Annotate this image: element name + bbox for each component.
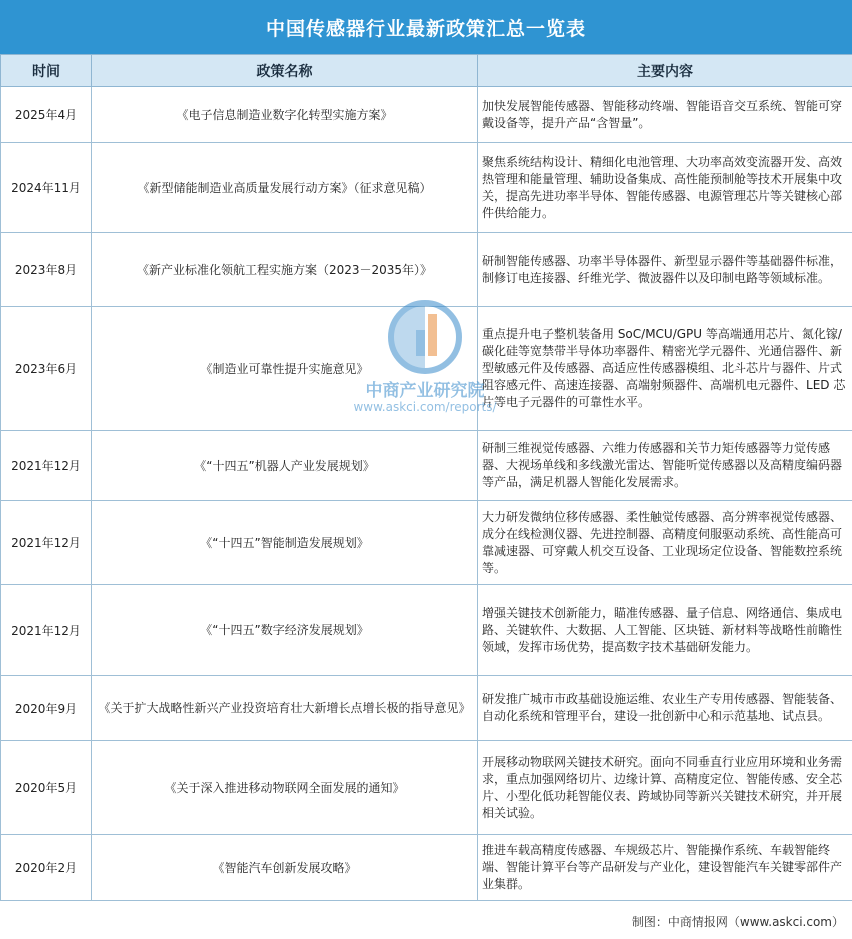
row-content: 大力研发微纳位移传感器、柔性触觉传感器、高分辨率视觉传感器、成分在线检测仪器、先进控制器、高精度伺服驱动系统、高性能高可靠减速器、可穿戴人机交互设备、工业现场定位设备、智能数控系统等。 (478, 501, 852, 585)
row-date: 2021年12月 (1, 501, 92, 585)
row-content: 重点提升电子整机装备用 SoC/MCU/GPU 等高端通用芯片、氮化镓/碳化硅等宽禁带半导体功率器件、精密光学元器件、光通信器件、新型敏感元件及传感器、高适应性传感器模组、北斗芯片与器件、片式阻容感元件、高速连接器、高端射频器件、高端机电元器件、LED 芯片等电子元器件的可靠性水平。 (478, 307, 852, 431)
table-row (1, 741, 852, 835)
row-date: 2023年6月 (1, 307, 92, 431)
row-content: 研发推广城市市政基础设施运维、农业生产专用传感器、智能装备、自动化系统和管理平台，建设一批创新中心和示范基地、试点县。 (478, 676, 852, 741)
watermark-name: 中商产业研究院 (365, 381, 485, 401)
source-footer: 制图：中商情报网（www.askci.com） (631, 915, 844, 929)
table-row (1, 501, 852, 585)
row-policy-name: 《“十四五”机器人产业发展规划》 (92, 431, 478, 501)
row-date: 2021年12月 (1, 585, 92, 676)
row-date: 2025年4月 (1, 87, 92, 143)
table-row (1, 585, 852, 676)
row-content: 研制智能传感器、功率半导体器件、新型显示器件等基础器件标准，制修订电连接器、纤维光学、微波器件以及印制电路等领域标准。 (478, 233, 852, 307)
header-policy-name: 政策名称 (92, 55, 478, 87)
row-policy-name: 《制造业可靠性提升实施意见》 (92, 307, 478, 431)
row-date: 2024年11月 (1, 143, 92, 233)
row-content: 加快发展智能传感器、智能移动终端、智能语音交互系统、智能可穿戴设备等，提升产品“含智量”。 (478, 87, 852, 143)
row-policy-name: 《智能汽车创新发展攻略》 (92, 835, 478, 901)
row-policy-name: 《“十四五”智能制造发展规划》 (92, 501, 478, 585)
page-title: 中国传感器行业最新政策汇总一览表 (0, 0, 852, 54)
row-policy-name: 《“十四五”数字经济发展规划》 (92, 585, 478, 676)
table-row (1, 307, 852, 431)
table-row (1, 143, 852, 233)
row-date: 2023年8月 (1, 233, 92, 307)
row-date: 2020年2月 (1, 835, 92, 901)
row-policy-name: 《新产业标准化领航工程实施方案（2023－2035年）》 (92, 233, 478, 307)
row-date: 2020年9月 (1, 676, 92, 741)
table-row (1, 835, 852, 901)
row-policy-name: 《电子信息制造业数字化转型实施方案》 (92, 87, 478, 143)
header-date: 时间 (1, 55, 92, 87)
row-content: 聚焦系统结构设计、精细化电池管理、大功率高效变流器开发、高效热管理和能量管理、辅助设备集成、高性能预制舱等技术开展集中攻关，提高先进功率半导体、智能传感器、电源管理芯片等关键核心部件供给能力。 (478, 143, 852, 233)
table-header-row (1, 55, 852, 87)
policy-table (0, 54, 852, 901)
row-content: 开展移动物联网关键技术研究。面向不同垂直行业应用环境和业务需求，重点加强网络切片、边缘计算、高精度定位、智能传感、安全芯片、小型化低功耗智能仪表、跨域协同等新兴关键技术研究，并开展相关试验。 (478, 741, 852, 835)
row-date: 2021年12月 (1, 431, 92, 501)
table-row (1, 431, 852, 501)
table-row (1, 87, 852, 143)
row-policy-name: 《关于深入推进移动物联网全面发展的通知》 (92, 741, 478, 835)
row-policy-name: 《关于扩大战略性新兴产业投资培育壮大新增长点增长极的指导意见》 (92, 676, 478, 741)
row-date: 2020年5月 (1, 741, 92, 835)
header-main-content: 主要内容 (478, 55, 852, 87)
table-row (1, 233, 852, 307)
row-policy-name: 《新型储能制造业高质量发展行动方案》（征求意见稿） (92, 143, 478, 233)
row-content: 研制三维视觉传感器、六维力传感器和关节力矩传感器等力觉传感器、大视场单线和多线激光雷达、智能听觉传感器以及高精度编码器等产品，满足机器人智能化发展需求。 (478, 431, 852, 501)
row-content: 推进车载高精度传感器、车规级芯片、智能操作系统、车载智能终端、智能计算平台等产品研发与产业化，建设智能汽车关键零部件产业集群。 (478, 835, 852, 901)
watermark-url: www.askci.com/reports/ (353, 400, 497, 414)
row-content: 增强关键技术创新能力，瞄准传感器、量子信息、网络通信、集成电路、关键软件、大数据、人工智能、区块链、新材料等战略性前瞻性领域，发挥市场优势，提高数字技术基础研发能力。 (478, 585, 852, 676)
table-row (1, 676, 852, 741)
